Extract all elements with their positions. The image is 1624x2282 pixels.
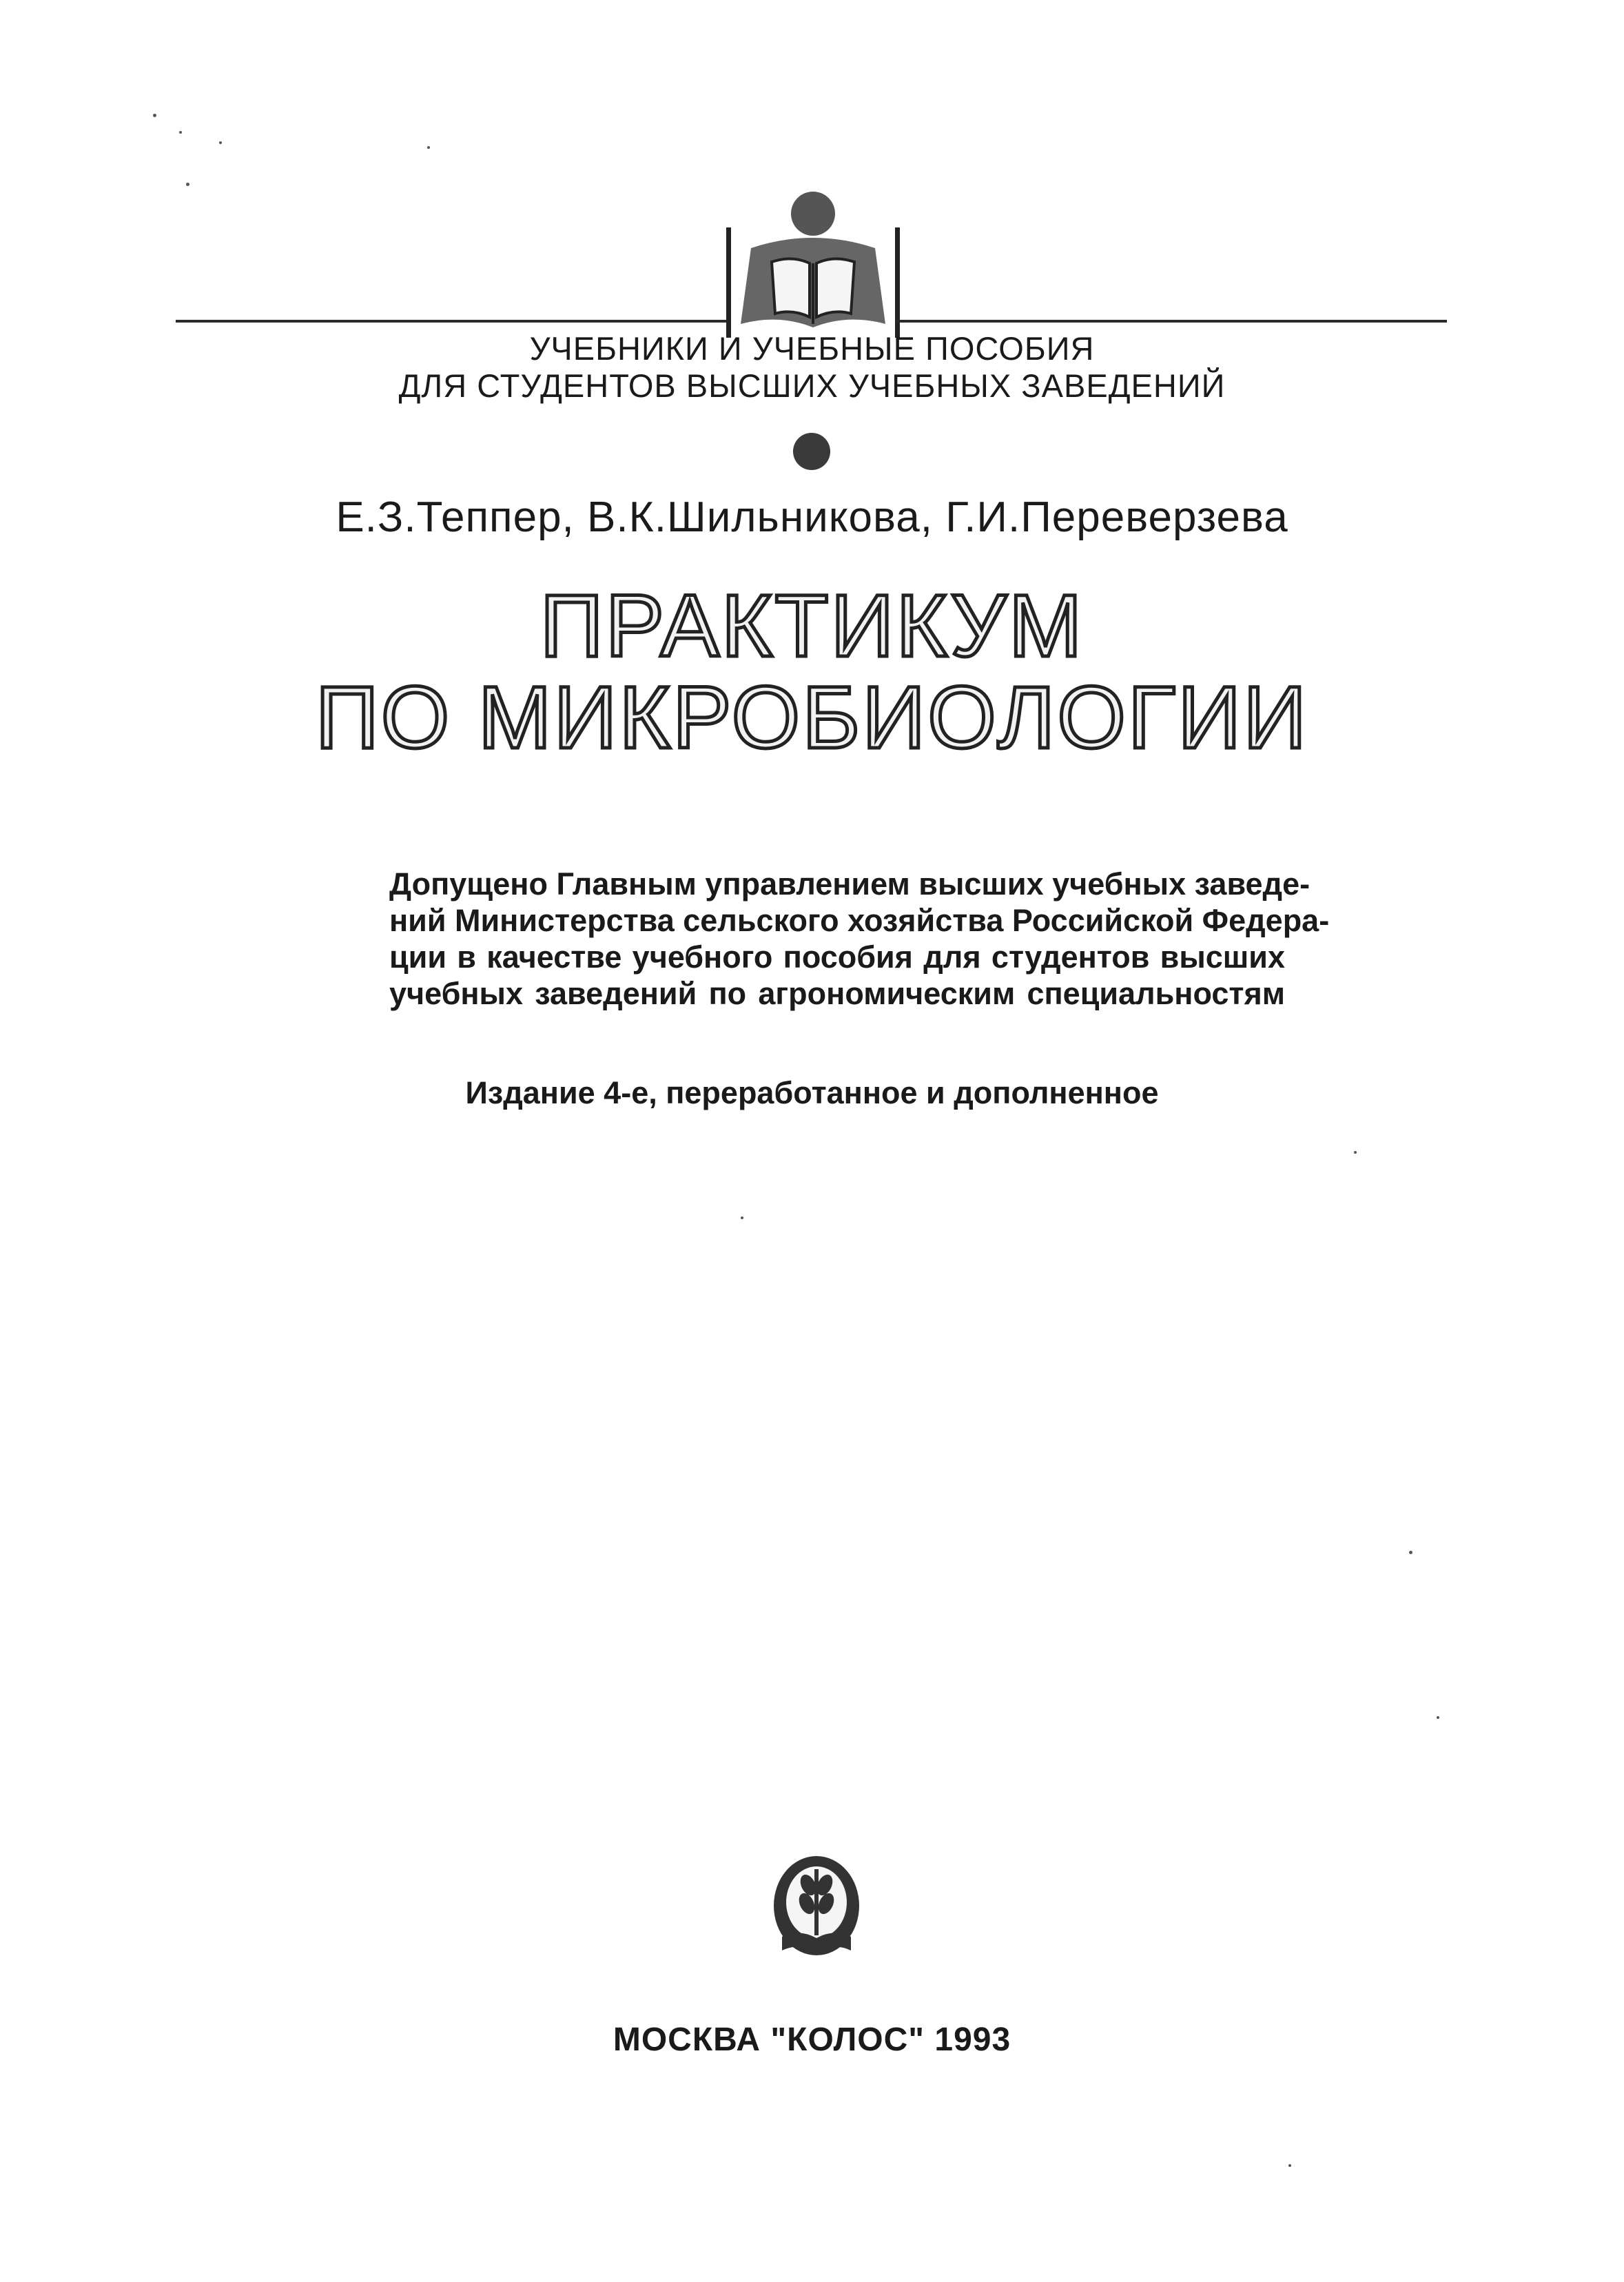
book-title-line-1: ПРАКТИКУМ	[539, 577, 1085, 675]
series-title-line-1: УЧЕБНИКИ И УЧЕБНЫЕ ПОСОБИЯ	[529, 330, 1095, 367]
scan-speck	[1288, 2164, 1291, 2167]
authors: Е.З.Теппер, В.К.Шильникова, Г.И.Переверзева	[336, 493, 1288, 541]
series-title-line-2: ДЛЯ СТУДЕНТОВ ВЫСШИХ УЧЕБНЫХ ЗАВЕДЕНИЙ	[398, 367, 1226, 404]
scan-speck	[219, 141, 222, 144]
scan-speck	[427, 146, 430, 149]
approval-line: ний Министерства сельского хозяйства Российской Федера-	[389, 903, 1330, 938]
approval-statement	[389, 866, 1330, 1012]
edition-note: Издание 4-е, переработанное и дополненное	[465, 1075, 1159, 1110]
approval-line: ции в качестве учебного пособия для студентов высших	[389, 939, 1285, 975]
scan-speck	[1437, 1716, 1439, 1719]
book-series-logo-icon	[723, 186, 903, 338]
scan-speck	[179, 131, 182, 134]
separator-dot-icon	[793, 433, 830, 470]
scan-speck	[1409, 1551, 1412, 1554]
header-rule-right	[896, 320, 1447, 323]
kolos-publisher-logo-icon	[768, 1854, 865, 1964]
publisher-imprint: МОСКВА "КОЛОС" 1993	[613, 2021, 1011, 2058]
scan-speck	[186, 183, 189, 186]
header-rule-left	[176, 320, 727, 323]
scan-speck	[1354, 1151, 1357, 1154]
approval-line: учебных заведений по агрономическим специальностям	[389, 976, 1285, 1011]
approval-line: Допущено Главным управлением высших учебных заведе-	[389, 866, 1310, 901]
book-title-line-2: ПО МИКРОБИОЛОГИИ	[315, 669, 1309, 767]
scan-speck	[741, 1216, 743, 1219]
scan-speck	[153, 114, 156, 117]
